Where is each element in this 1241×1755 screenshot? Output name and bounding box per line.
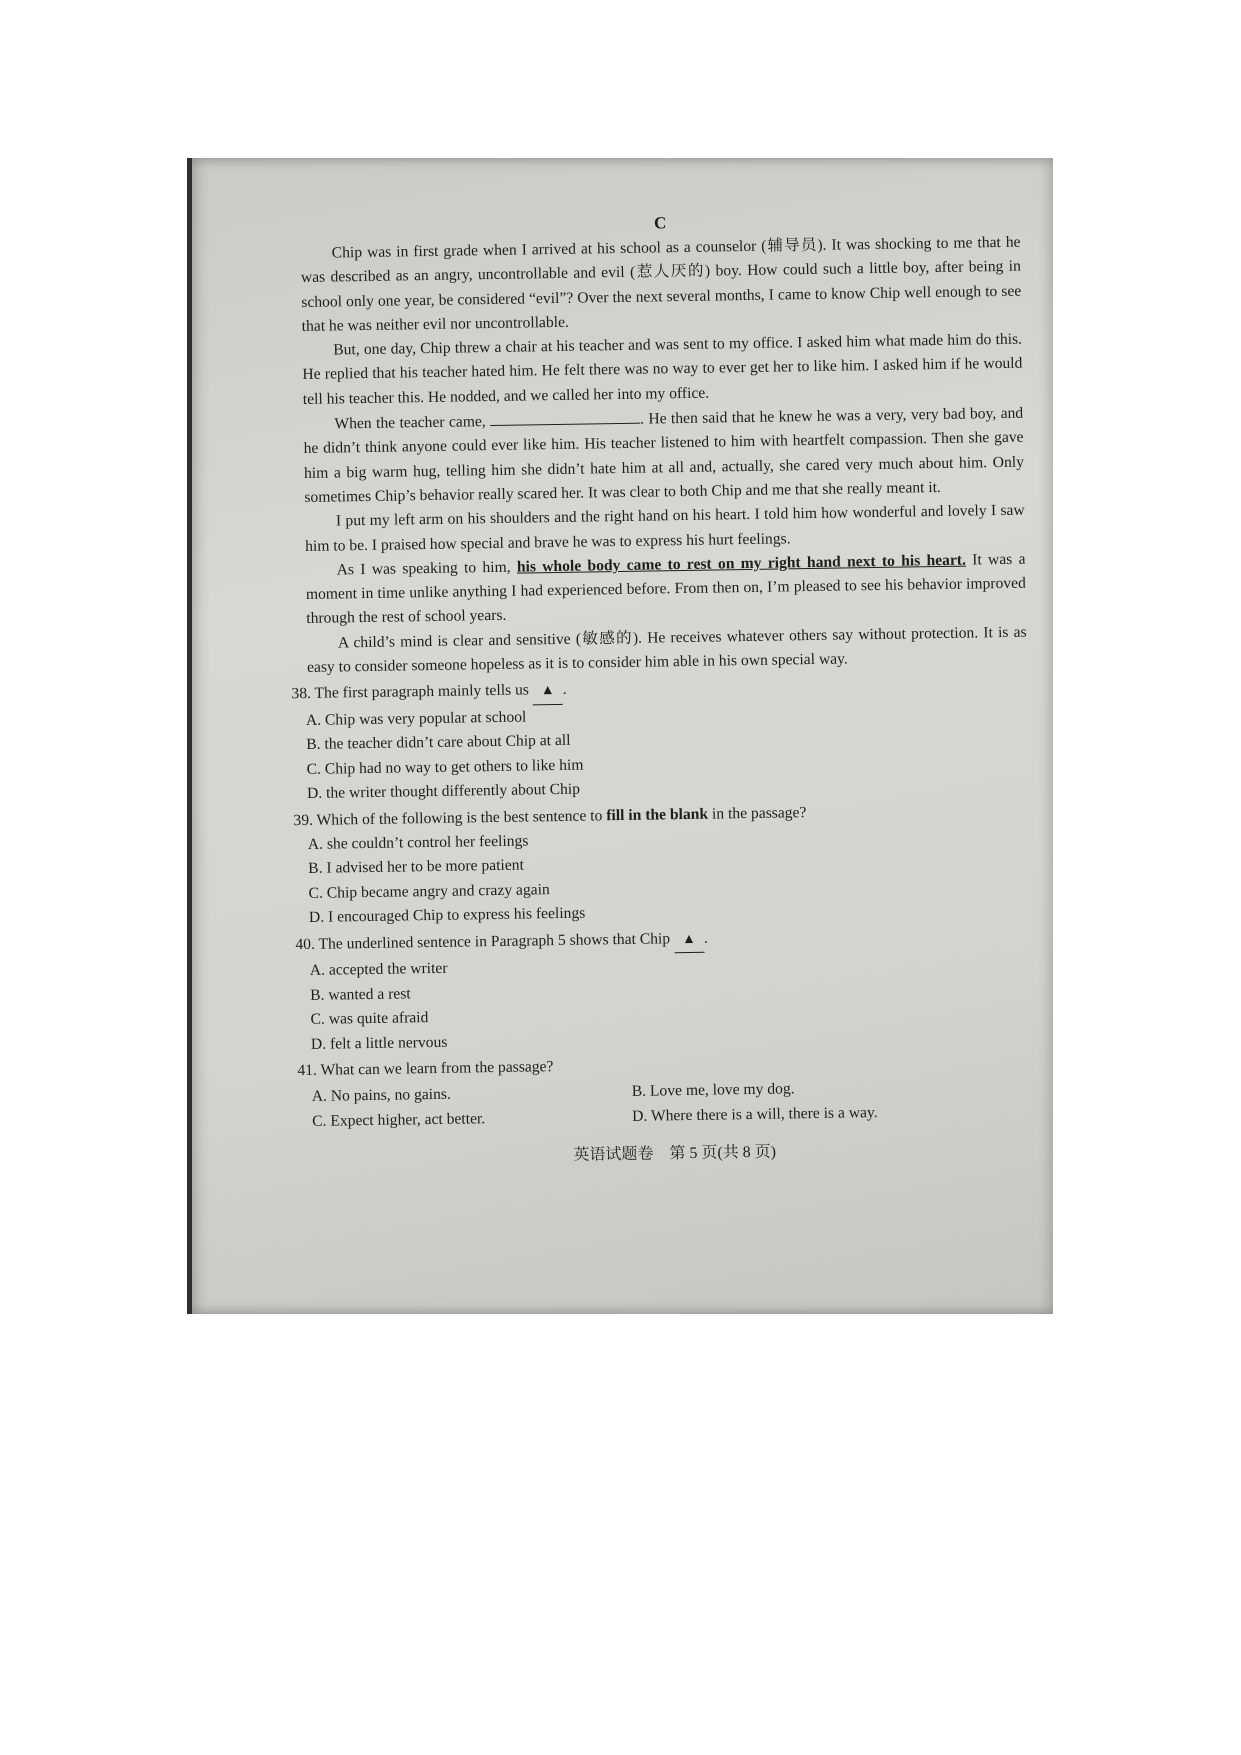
question-39	[293, 797, 1031, 931]
option-39-b: B. I advised her to be more patient	[308, 857, 524, 878]
underlined-sentence: his whole body came to rest on my right hand next to his heart.	[516, 551, 967, 576]
exam-page	[291, 207, 1035, 1172]
passage-paragraph-1: Chip was in first grade when I arrived at his school as a counselor (辅导员). It was shocking to me that he was described as an angry, uncontrollable and evil (惹人厌的) boy. How could such a little boy, after being in school only one year, be considered “evil”? Over the next several months, I came to know Chip well enough to see that he was neither evil nor uncontrollable.	[300, 233, 1022, 335]
photo-edge-shadow	[187, 158, 192, 1314]
triangle-marker-icon: ▲	[681, 931, 697, 948]
option-38-c: C. Chip had no way to get others to like him	[306, 756, 584, 778]
option-39-a: A. she couldn’t control her feelings	[307, 832, 529, 853]
option-41-d: D. Where there is a will, there is a way.	[632, 1103, 878, 1125]
question-38-stem: 38. The first paragraph mainly tells us	[291, 681, 530, 703]
fill-blank	[490, 407, 640, 426]
para3-before: When the teacher came,	[334, 413, 486, 433]
option-41-a: A. No pains, no gains.	[311, 1085, 451, 1105]
para3-after: . He then said that he knew he was a very, very bad boy, and he didn’t think anyone could ever like him. His teacher listened to him with heartfelt compassion. Then she gave him a big warm hug, telling him she didn’t hate him at all and, actually, she cared very much about him. Only sometimes Chip’s behavior really scared her. It was clear to both Chip and me that she really meant it.	[303, 404, 1025, 506]
option-40-d: D. felt a little nervous	[310, 1033, 448, 1053]
para5-before: As I was speaking to him,	[336, 558, 511, 579]
option-39-d: D. I encouraged Chip to express his feelings	[308, 905, 586, 927]
option-39-c: C. Chip became angry and crazy again	[308, 881, 550, 902]
question-39-stem-bold: fill in the blank	[606, 805, 709, 824]
question-41	[297, 1048, 1034, 1134]
option-40-c: C. was quite afraid	[310, 1009, 429, 1029]
question-38: 38. The first paragraph mainly tells us ▲ . A. Chip was very popular at school B. the teacher didn’t care about Chip at all C. Chip had no way to get others to like him D. the writer thought differently about Chip	[291, 671, 1029, 807]
option-38-d: D. the writer thought differently about Chip	[306, 780, 581, 803]
answer-blank	[533, 678, 563, 705]
option-40-b: B. wanted a rest	[310, 985, 411, 1004]
passage-paragraph-2: But, one day, Chip threw a chair at his teacher and was sent to my office. I asked him what made him do this. He replied that his teacher hated him. He felt there was no way to ever get her to like him. I asked him if he would tell his teacher this. He nodded, and we called her into my office.	[302, 330, 1023, 408]
question-40-stem: 40. The underlined sentence in Paragraph 5 shows that Chip	[295, 930, 671, 954]
option-38-b: B. the teacher didn’t care about Chip at all	[306, 731, 571, 754]
option-41-c: C. Expect higher, act better.	[312, 1109, 486, 1130]
option-38-a: A. Chip was very popular at school	[305, 708, 527, 729]
option-40-a: A. accepted the writer	[309, 960, 448, 980]
page-footer: 英语试题卷 第 5 页(共 8 页)	[573, 1143, 777, 1164]
passage-paragraph-5	[305, 548, 1026, 632]
passage-paragraph-6: A child’s mind is clear and sensitive (敏感的). He receives whatever others say without protection. It is as easy to consider someone hopeless as it is to consider him able in his own special way.	[306, 623, 1027, 676]
passage-paragraph-3	[303, 401, 1024, 510]
answer-blank	[674, 927, 704, 954]
passage-paragraph-4: I put my left arm on his shoulders and the right hand on his heart. I told him how wonderful and lovely I saw him to be. I praised how special and brave he was to express his hurt feelings.	[305, 501, 1025, 555]
question-41-stem: 41. What can we learn from the passage?	[297, 1058, 554, 1080]
section-label: C	[653, 213, 667, 233]
triangle-marker-icon: ▲	[540, 683, 555, 699]
option-41-b: B. Love me, love my dog.	[631, 1079, 795, 1100]
question-40: 40. The underlined sentence in Paragraph 5 shows that Chip ▲ . A. accepted the writer B. wanted a rest C. was quite afraid D. felt a little nervous	[295, 922, 1033, 1058]
para5-after: It was a moment in time unlike anything I had experienced before. From then on, I’m pleased to see his behavior improved through the rest of school years.	[305, 550, 1026, 628]
question-39-stem-start: 39. Which of the following is the best sentence to	[293, 806, 603, 829]
question-39-stem-end: in the passage?	[711, 803, 807, 823]
